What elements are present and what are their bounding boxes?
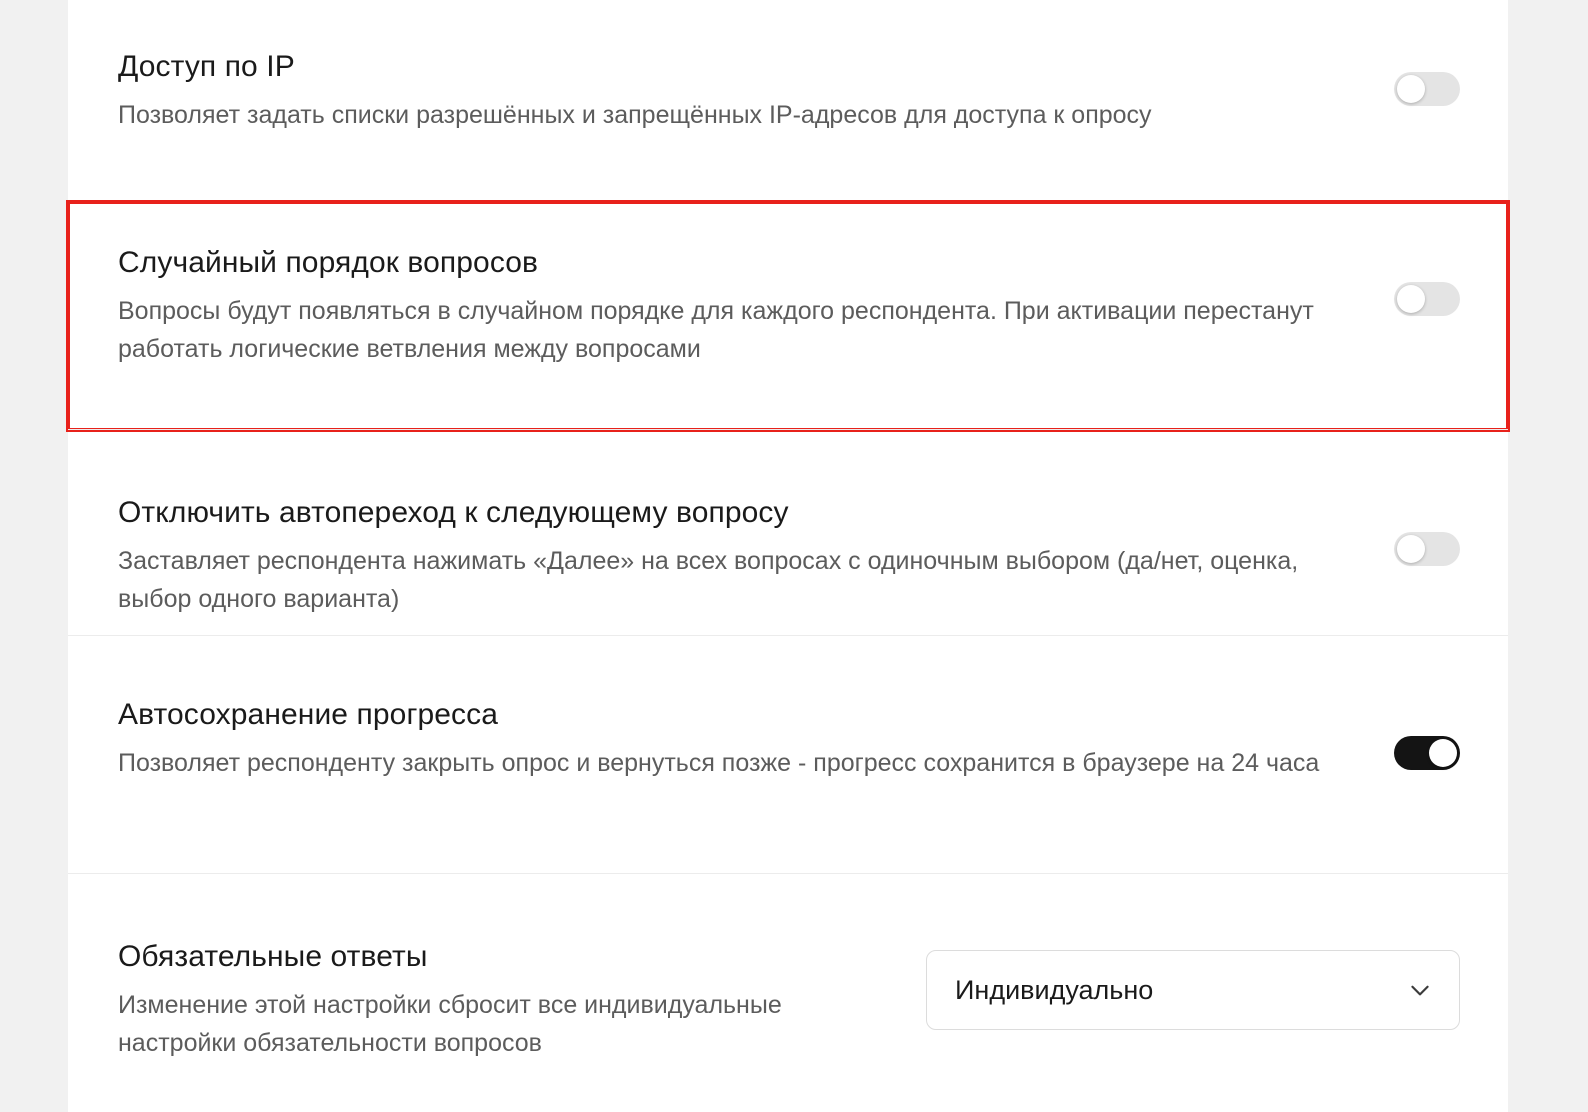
- setting-title: Случайный порядок вопросов: [118, 246, 539, 279]
- toggle-switch-disable-autonext[interactable]: [1394, 532, 1460, 566]
- setting-text-block: [118, 936, 878, 1062]
- setting-row-disable-autonext: [68, 430, 1508, 636]
- toggle-switch-autosave-progress[interactable]: [1394, 736, 1460, 770]
- chevron-down-icon: [1407, 977, 1433, 1003]
- setting-text-block: [118, 46, 1152, 134]
- setting-description: Позволяет респонденту закрыть опрос и вернуться позже - прогресс сохранится в браузере на 24 часа: [118, 749, 1320, 777]
- toggle-switch-ip-access[interactable]: [1394, 72, 1460, 106]
- setting-text-block: [118, 492, 1358, 618]
- settings-panel: [68, 0, 1508, 1112]
- setting-control: [1394, 46, 1460, 106]
- setting-description: Позволяет задать списки разрешённых и запрещённых IP-адресов для доступа к опросу: [118, 101, 1152, 129]
- setting-title: Отключить автопереход к следующему вопросу: [118, 496, 789, 529]
- setting-control: [1394, 492, 1460, 566]
- setting-title: Доступ по IP: [118, 50, 295, 83]
- setting-control: [1394, 242, 1460, 316]
- toggle-switch-random-question-order[interactable]: [1394, 282, 1460, 316]
- setting-description: Изменение этой настройки сбросит все индивидуальные настройки обязательности вопросов: [118, 991, 782, 1057]
- setting-title: Автосохранение прогресса: [118, 698, 499, 731]
- toggle-knob: [1397, 535, 1425, 563]
- setting-description: Заставляет респондента нажимать «Далее» на всех вопросах с одиночным выбором (да/нет, оценка, выбор одного варианта): [118, 547, 1299, 613]
- required-answers-select-value: Индивидуально: [955, 974, 1154, 1005]
- setting-row-autosave-progress: [68, 636, 1508, 874]
- setting-title: Обязательные ответы: [118, 940, 428, 973]
- setting-control: [1394, 694, 1460, 770]
- toggle-knob: [1397, 285, 1425, 313]
- setting-row-required-answers: [68, 874, 1508, 1112]
- setting-row-random-question-order: [68, 202, 1508, 430]
- toggle-knob: [1397, 75, 1425, 103]
- setting-description: Вопросы будут появляться в случайном порядке для каждого респондента. При активации перестанут работать логические ветвления между вопросами: [118, 297, 1314, 363]
- setting-text-block: [118, 242, 1358, 368]
- setting-row-ip-access: [68, 0, 1508, 202]
- setting-control: [926, 936, 1460, 1030]
- required-answers-select[interactable]: [926, 950, 1460, 1030]
- toggle-knob: [1429, 739, 1457, 767]
- setting-text-block: [118, 694, 1319, 782]
